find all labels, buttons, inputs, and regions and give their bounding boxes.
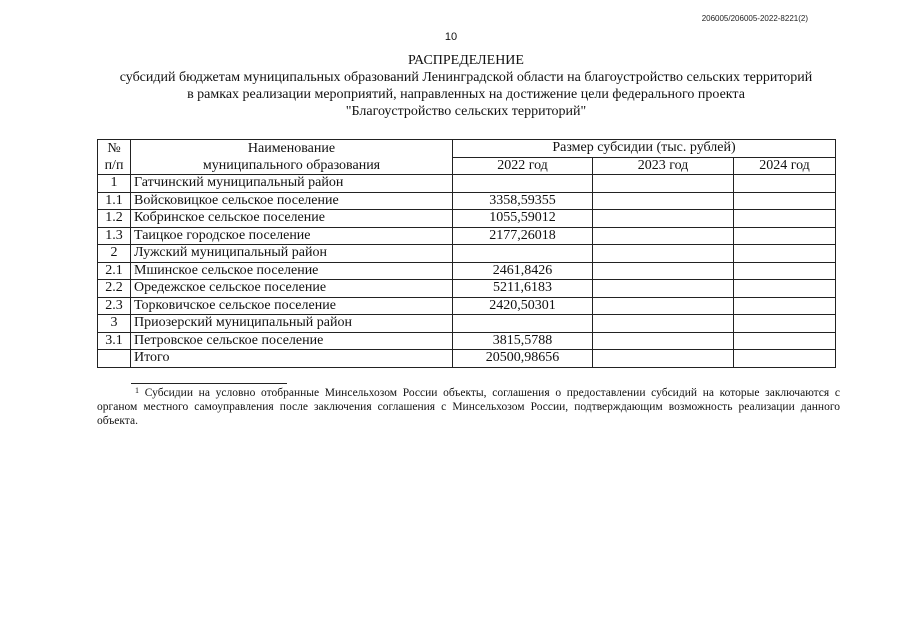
row-name-cell: Оредежское сельское поселение [131, 280, 453, 298]
page-number: 10 [444, 31, 458, 43]
row-2023-cell [593, 332, 734, 350]
header-name [131, 140, 453, 175]
row-2023-cell [593, 175, 734, 193]
header-year-2022: 2022 год [453, 157, 593, 175]
title-line-3: "Благоустройство сельских территорий" [345, 104, 587, 119]
document-title [80, 52, 852, 120]
table-row [98, 297, 836, 315]
header-name-line-2: муниципального образования [202, 158, 381, 173]
row-name-cell: Петровское сельское поселение [131, 332, 453, 350]
row-2023-cell [593, 227, 734, 245]
row-2024-cell [734, 245, 836, 263]
row-number-cell [98, 350, 131, 368]
header-number [98, 140, 131, 175]
row-name-cell: Итого [131, 350, 453, 368]
row-2022-cell: 5211,6183 [453, 280, 593, 298]
table-row [98, 332, 836, 350]
row-number-cell: 1.2 [98, 210, 131, 228]
row-2023-cell [593, 315, 734, 333]
row-2024-cell [734, 280, 836, 298]
header-subsidy: Размер субсидии (тыс. рублей) [453, 140, 836, 158]
row-name-cell: Лужский муниципальный район [131, 245, 453, 263]
row-number-cell: 2.3 [98, 297, 131, 315]
row-name-cell: Торковичское сельское поселение [131, 297, 453, 315]
header-year-2023: 2023 год [593, 157, 734, 175]
row-name-cell: Гатчинский муниципальный район [131, 175, 453, 193]
row-2022-cell: 2177,26018 [453, 227, 593, 245]
row-2023-cell [593, 262, 734, 280]
row-2022-cell: 1055,59012 [453, 210, 593, 228]
table-row [98, 262, 836, 280]
row-number-cell: 1.3 [98, 227, 131, 245]
footnote-divider [131, 383, 287, 384]
table-row [98, 175, 836, 193]
row-2023-cell [593, 280, 734, 298]
footnote [97, 386, 840, 428]
row-2022-cell: 2420,50301 [453, 297, 593, 315]
title-heading: РАСПРЕДЕЛЕНИЕ [408, 53, 524, 68]
subsidy-table [97, 139, 836, 368]
row-number-cell: 1.1 [98, 192, 131, 210]
table-body [98, 175, 836, 368]
row-2024-cell [734, 262, 836, 280]
row-number-cell: 2 [98, 245, 131, 263]
header-number-line-1: № [107, 141, 121, 156]
row-2024-cell [734, 175, 836, 193]
row-2022-cell [453, 245, 593, 263]
row-2023-cell [593, 245, 734, 263]
row-2022-cell: 3358,59355 [453, 192, 593, 210]
header-year-2024: 2024 год [734, 157, 836, 175]
row-2023-cell [593, 350, 734, 368]
row-name-cell: Таицкое городское поселение [131, 227, 453, 245]
header-name-line-1: Наименование [247, 141, 336, 156]
row-number-cell: 2.2 [98, 280, 131, 298]
title-line-1: субсидий бюджетам муниципальных образований Ленинградской области на благоустройство сельских территорий [119, 70, 813, 85]
document-code: 206005/206005-2022-8221(2) [701, 14, 808, 23]
row-number-cell: 1 [98, 175, 131, 193]
table-row [98, 280, 836, 298]
table-row [98, 315, 836, 333]
row-2022-cell: 2461,8426 [453, 262, 593, 280]
footnote-marker: 1 [135, 386, 139, 395]
row-2024-cell [734, 297, 836, 315]
table-row [98, 245, 836, 263]
table-row [98, 227, 836, 245]
row-2022-cell [453, 315, 593, 333]
row-2024-cell [734, 315, 836, 333]
footnote-text: Субсидии на условно отобранные Минсельхозом России объекты, соглашения о предоставлении субсидий на которые заключаются с органом местного самоуправления после заключения соглашения с Минсельхозом России, подтверждающим возможность реализации данного объекта. [97, 387, 841, 427]
table-row [98, 210, 836, 228]
title-line-2: в рамках реализации мероприятий, направленных на достижение цели федерального проекта [187, 87, 745, 102]
row-2024-cell [734, 192, 836, 210]
row-2024-cell [734, 350, 836, 368]
row-2023-cell [593, 297, 734, 315]
table-header-row-1 [98, 140, 836, 158]
row-name-cell: Приозерский муниципальный район [131, 315, 453, 333]
row-2022-cell: 3815,5788 [453, 332, 593, 350]
table-row [98, 350, 836, 368]
row-number-cell: 2.1 [98, 262, 131, 280]
row-2024-cell [734, 227, 836, 245]
row-name-cell: Кобринское сельское поселение [131, 210, 453, 228]
header-number-line-2: п/п [104, 158, 124, 173]
row-number-cell: 3.1 [98, 332, 131, 350]
row-2022-cell: 20500,98656 [453, 350, 593, 368]
row-2024-cell [734, 210, 836, 228]
row-number-cell: 3 [98, 315, 131, 333]
row-name-cell: Мшинское сельское поселение [131, 262, 453, 280]
row-2023-cell [593, 210, 734, 228]
table-row [98, 192, 836, 210]
row-2024-cell [734, 332, 836, 350]
row-2023-cell [593, 192, 734, 210]
row-2022-cell [453, 175, 593, 193]
row-name-cell: Войсковицкое сельское поселение [131, 192, 453, 210]
